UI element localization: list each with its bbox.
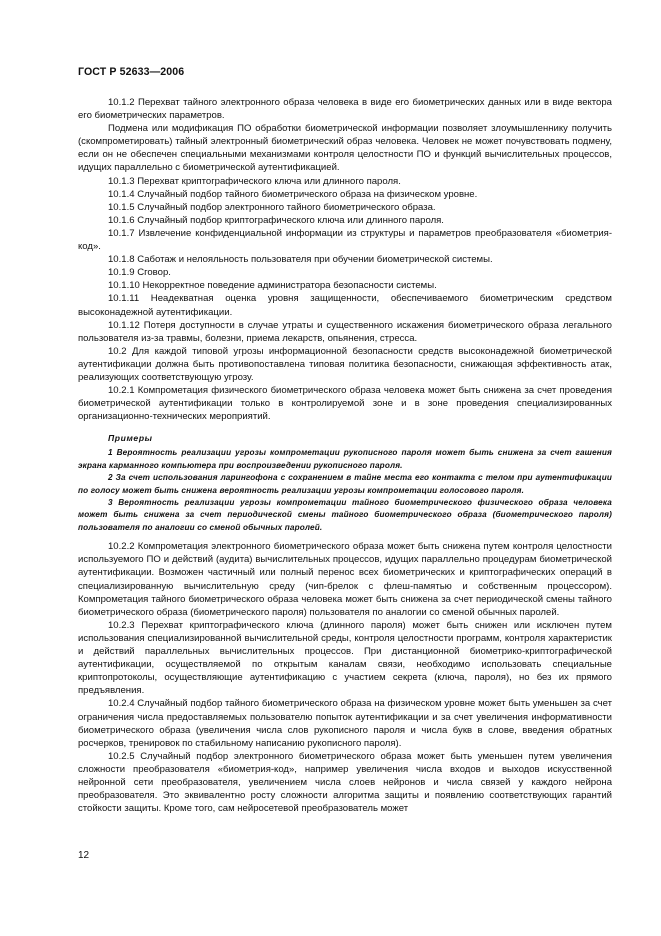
paragraph: 10.1.12 Потеря доступности в случае утраты и существенного искажения биометрического образа легального пользователя из-за травмы, болезни, приема лекарств, опьянения, стресса. (78, 319, 612, 344)
paragraph: 10.1.7 Извлечение конфиденциальной информации из структуры и параметров преобразователя «биометрия-код». (78, 227, 612, 253)
paragraph: 10.1.8 Саботаж и нелояльность пользователя при обучении биометрической системы. (108, 254, 493, 266)
example-item: 2 За счет использования ларингофона с сохранением в тайне места его контакта с телом при аутентификации по голосу может быть снижена вероятность реализации угрозы компрометации голосового пароля. (78, 473, 612, 495)
paragraph: 10.1.2 Перехват тайного электронного образа человека в виде его биометрических данных или в виде вектора его биометрических параметров. (78, 97, 612, 122)
paragraph: 10.1.6 Случайный подбор криптографического ключа или длинного пароля. (108, 214, 444, 226)
paragraph: 10.1.4 Случайный подбор тайного биометрического образа на физическом уровне. (108, 188, 478, 200)
paragraph: 10.2.5 Случайный подбор электронного биометрического образа может быть уменьшен путем увеличения сложности преобразователя «биометрия-код», например увеличения числа входов и выходов искусственной нейронной сети преобразователя, увеличением числа слоев нейронов и числа связей у каждого нейрона преобразователя. Это эквивалентно росту сложности алгоритма защиты и появлению соответствующих гарантий стойкости защиты. Кроме того, сам нейросетевой преобразователь может (78, 750, 612, 815)
page-header: ГОСТ Р 52633—2006 (78, 66, 185, 78)
example-item: 3 Вероятность реализации угрозы компрометации тайного биометрического физического образа человека может быть снижена за счет периодической смены тайного биометрического образа (биометрического пароля) пользователя по аналогии со сменой обычных паролей. (78, 498, 612, 532)
paragraph: 10.1.11 Неадекватная оценка уровня защищенности, обеспечиваемого биометрическим средством высоконадежной аутентификации. (78, 293, 612, 318)
paragraph: 10.2.3 Перехват криптографического ключа (длинного пароля) может быть снижен или исключен путем использования специализированной вычислительной среды, контроля целостности программ, контроля характеристик и действий параллельных вычислительных процессов. При дистанционной биометрико-криптографической аутентификации, осуществляемой по открытым каналам связи, необходимо использовать специальные криптопротоколы, осуществляющие аутентификацию с участием секрета (ключа, пароля), но без их прямого предъявления. (78, 619, 612, 697)
document-body (78, 96, 612, 815)
examples-title: Примеры (108, 433, 153, 444)
page-number: 12 (78, 850, 90, 861)
paragraph: 10.1.9 Сговор. (108, 267, 171, 279)
example-item: 1 Вероятность реализации угрозы компрометации рукописного пароля может быть снижена за счет гашения экрана карманного компьютера при воспроизведении рукописного пароля. (78, 448, 612, 470)
paragraph: 10.2 Для каждой типовой угрозы информационной безопасности средств высоконадежной биометрической аутентификации должна быть противопоставлена типовая политика безопасности, снижающая эффективность атак, реализующих соответствующую угрозу. (78, 345, 612, 383)
paragraph: 10.1.3 Перехват криптографического ключа или длинного пароля. (108, 175, 401, 187)
paragraph: 10.2.4 Случайный подбор тайного биометрического образа на физическом уровне может быть уменьшен за счет ограничения числа предоставляемых пользователю попыток аутентификации и за счет увеличения информативности биометрического образа (увеличения числа слов рукописного пароля и числа букв в слове, введения обратных росчерков, тренировок по стабильному написанию рукописного пароля). (78, 698, 612, 749)
paragraph: 10.2.2 Компрометация электронного биометрического образа может быть снижена путем контроля целостности используемого ПО и действий (аудита) вычислительных процессов, идущих параллельно процедурам биометрической аутентификации. Возможен частичный или полный перенос всех биометрических и криптографических операций в специализированную вычислительную среду (чип-брелок с флеш-памятью и собственным процессором). Компрометация тайного биометрического образа человека может быть снижена за счет периодической смены тайного биометрического образа (биометрического пароля) пользователя по аналогии со сменой обычных паролей. (78, 541, 612, 618)
paragraph: 10.1.10 Некорректное поведение администратора безопасности системы. (108, 280, 437, 292)
paragraph: Подмена или модификация ПО обработки биометрической информации позволяет злоумышленнику получить (скомпрометировать) тайный электронный биометрический образ человека. Человек не может почувствовать подмену, если он не обеспечен специальными механизмами контроля целостности ПО и функций вычислительных процессов, идущих параллельно с биометрической аутентификацией. (78, 123, 612, 174)
paragraph: 10.1.5 Случайный подбор электронного тайного биометрического образа. (108, 201, 436, 213)
paragraph: 10.2.1 Компрометация физического биометрического образа человека может быть снижена за счет проведения биометрической аутентификации только в контролируемой зоне и в зоне проведения специализированных организационно-технических мероприятий. (78, 385, 612, 423)
